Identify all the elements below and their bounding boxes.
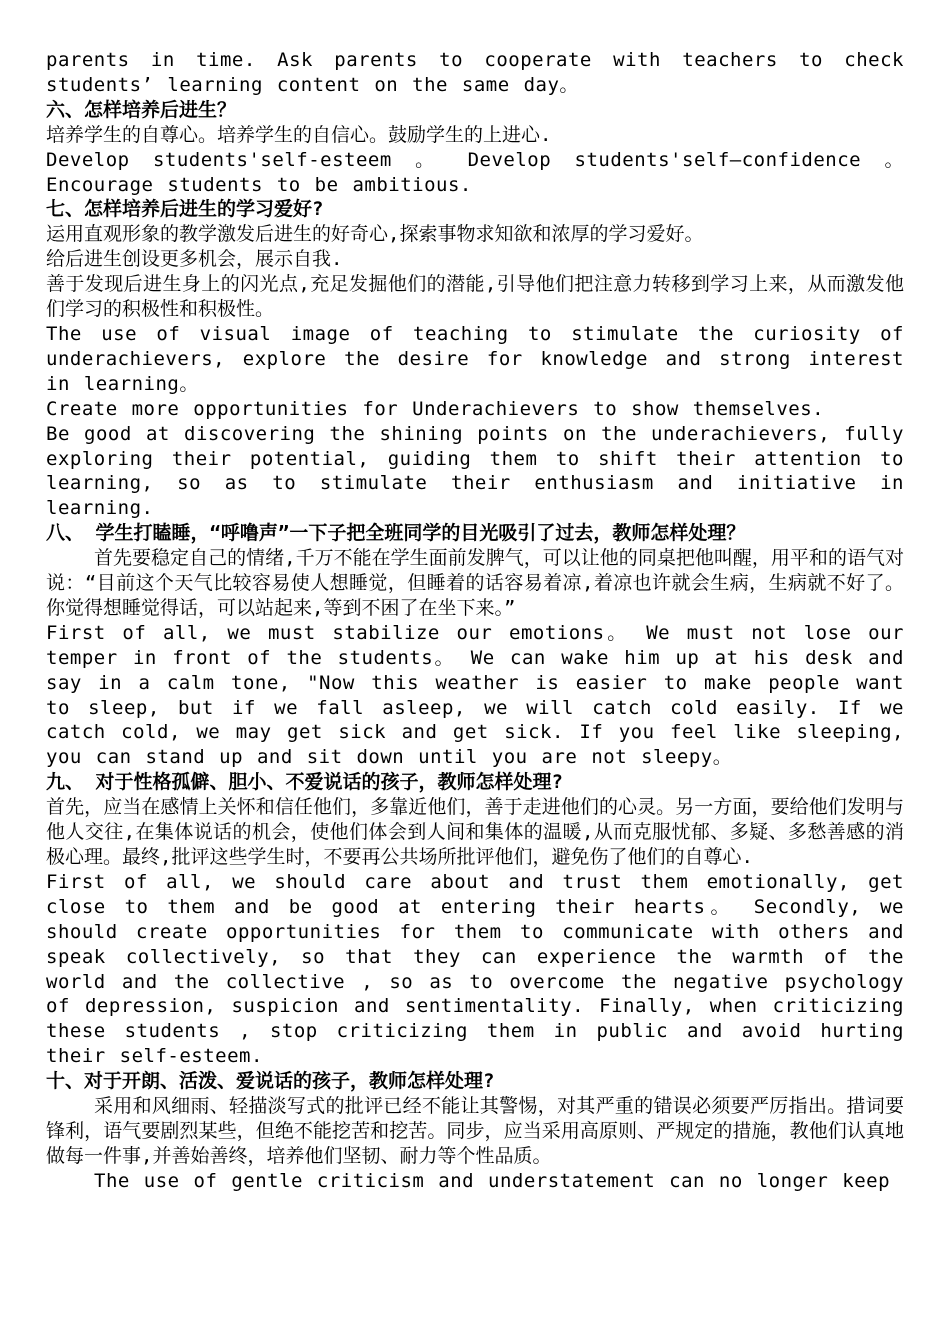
paragraph-english: parents in time. Ask parents to cooperate with teachers to check students’ learning content on the same day。 <box>46 49 904 96</box>
section-heading: 十、对于开朗、活泼、爱说话的孩子，教师怎样处理? <box>46 1070 495 1093</box>
paragraph-english: First of all, we should care about and trust them emotionally, get close to them and be good at entering their hearts。 Secondly, we should create opportunities for them to communicate with others and speak collectively, so that they can experience the warmth of the world and the collective , so as to overcome the negative psychology of depression, suspicion and sentimentality. Finally, when criticizing these students , stop criticizing them in public and avoid hurting their self-esteem. <box>46 870 904 1068</box>
paragraph-chinese: 培养学生的自尊心。培养学生的自信心。鼓励学生的上进心. <box>46 123 552 146</box>
paragraph-english: The use of gentle criticism and understatement can no longer keep <box>94 1169 891 1192</box>
paragraph-english: First of all, we must stabilize our emotions。 We must not lose our temper in front of the students。 We can wake him up at his desk and say in a calm tone, "Now this weather is easier to make people want to sleep, but if we fall asleep, we will catch cold easily. If we catch cold, we may get sick and get sick. If you feel like sleeping, you can stand up and sit down until you are not sleepy。 <box>46 621 904 769</box>
paragraph-chinese: 善于发现后进生身上的闪光点,充足发掘他们的潜能,引导他们把注意力转移到学习上来，从而激发他们学习的积极性和积极性。 <box>46 273 904 321</box>
paragraph-chinese: 运用直观形象的教学激发后进生的好奇心,探索事物求知欲和浓厚的学习爱好。 <box>46 223 704 246</box>
section-heading: 六、怎样培养后进生？ <box>46 98 237 121</box>
paragraph-chinese: 首先要稳定自己的情绪,千万不能在学生面前发脾气，可以让他的同桌把他叫醒，用平和的语气对说：“目前这个天气比较容易使人想睡觉，但睡着的话容易着凉,着凉也许就会生病，生病就不好了。你觉得想睡觉得话，可以站起来,等到不困了在坐下来。” <box>46 547 904 619</box>
paragraph-english: Develop students'self-esteem 。 Develop students'self—confidence 。 Encourage students to be ambitious. <box>46 148 904 196</box>
paragraph-english: Be good at discovering the shining points on the underachievers, fully exploring their potential, guiding them to shift their attention to learning, so as to stimulate their enthusiasm and initiative in learning. <box>46 422 904 520</box>
paragraph-chinese: 采用和风细雨、轻描淡写式的批评已经不能让其警惕，对其严重的错误必须要严厉指出。措词要锋利，语气要剧烈某些，但绝不能挖苦和挖苦。同步，应当采用高原则、严规定的措施，教他们认真地做每一件事,并善始善终，培养他们坚韧、耐力等个性品质。 <box>46 1095 904 1167</box>
paragraph-chinese: 给后进生创设更多机会，展示自我. <box>46 248 343 271</box>
section-heading: 八、 学生打瞌睡，“呼噜声”一下子把全班同学的目光吸引了过去，教师怎样处理？ <box>46 522 746 545</box>
section-heading: 七、怎样培养后进生的学习爱好? <box>46 198 324 221</box>
section-heading: 九、 对于性格孤僻、胆小、不爱说话的孩子，教师怎样处理? <box>46 771 563 794</box>
document-page <box>46 48 904 1194</box>
paragraph-english: The use of visual image of teaching to stimulate the curiosity of underachievers, explore the desire for knowledge and strong interest in learning。 <box>46 322 904 395</box>
paragraph-english: Create more opportunities for Underachievers to show themselves. <box>46 397 825 420</box>
paragraph-chinese: 首先，应当在感情上关怀和信任他们，多靠近他们，善于走进他们的心灵。另一方面，要给他们发明与他人交往,在集体说话的机会，使他们体会到人间和集体的温暖,从而克服忧郁、多疑、多愁善感的消极心理。最终,批评这些学生时，不要再公共场所批评他们，避免伤了他们的自尊心. <box>46 796 904 868</box>
